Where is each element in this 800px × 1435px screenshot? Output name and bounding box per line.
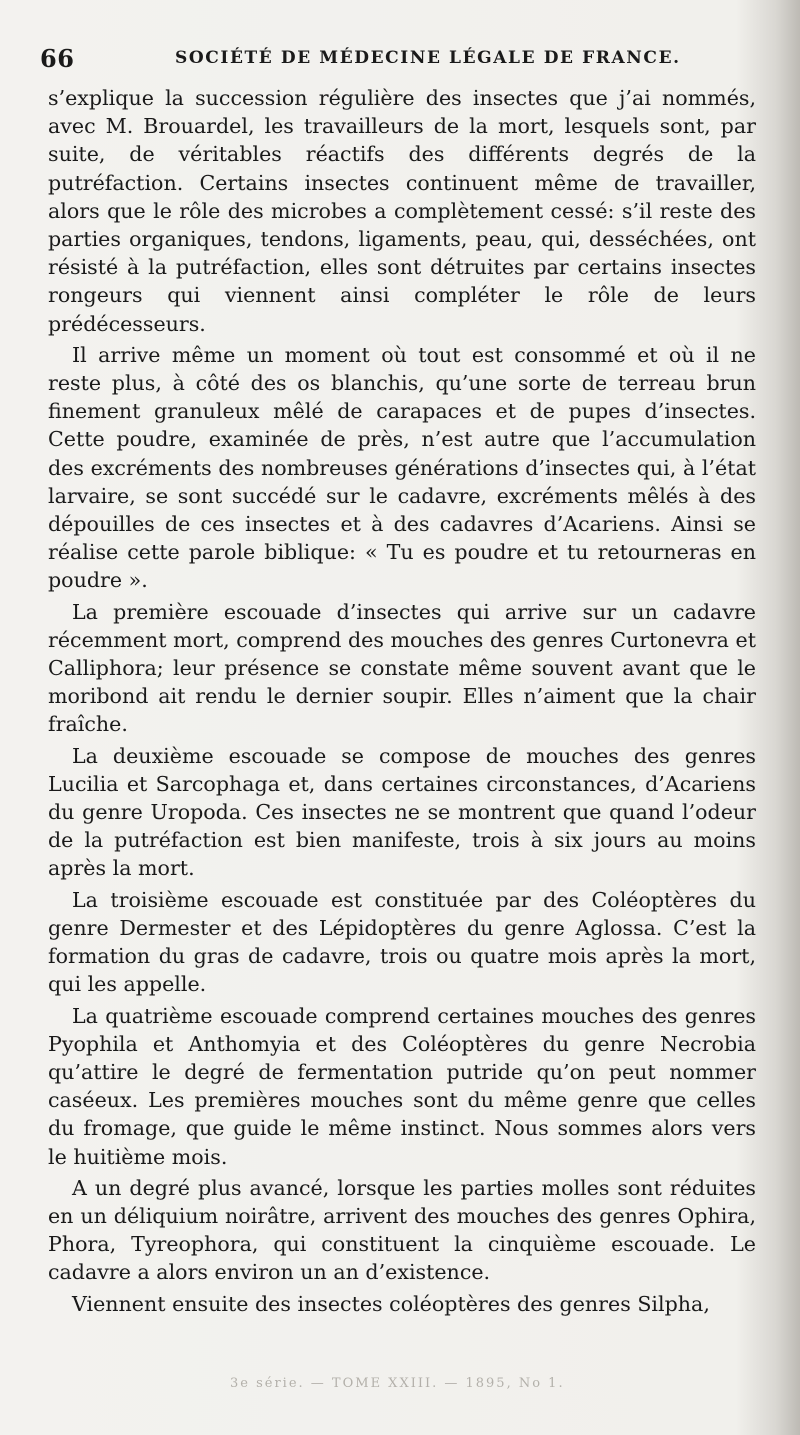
paragraph: La quatrième escouade comprend certaines mouches des genres Pyophila et Anthomyia et des Coléoptères du genre Necrobia qu’attire le degré de fermentation putride qu’on peut nommer caséeux. Les premières mouches sont du même genre que celles du fromage, que guide le même instinct. Nous sommes alors vers le huitième mois. [48, 1003, 756, 1169]
paragraph: La première escouade d’insectes qui arrive sur un cadavre récemment mort, comprend des mouches des genres Curtonevra et Calliphora; leur présence se constate même souvent avant que le moribond ait rendu le dernier soupir. Elles n’aiment que la chair fraîche. [48, 599, 756, 737]
running-head: SOCIÉTÉ DE MÉDECINE LÉGALE DE FRANCE. [175, 48, 681, 68]
paragraph: Viennent ensuite des insectes coléoptères des genres Silpha, [72, 1291, 710, 1316]
page-number: 66 [40, 44, 75, 73]
paragraph: A un degré plus avancé, lorsque les parties molles sont réduites en un déliquium noirâtre, arrivent des mouches des genres Ophira, Phora, Tyreophora, qui constituent la cinquième escouade. Le cadavre a alors environ un an d’existence. [48, 1175, 756, 1285]
paragraph: La deuxième escouade se compose de mouches des genres Lucilia et Sarcophaga et, dans certaines circonstances, d’Acariens du genre Uropoda. Ces insectes ne se montrent que quand l’odeur de la putréfaction est bien manifeste, trois à six jours au moins après la mort. [48, 743, 756, 881]
paragraph: La troisième escouade est constituée par des Coléoptères du genre Dermester et des Lépidoptères du genre Aglossa. C’est la formation du gras de cadavre, trois ou quatre mois après la mort, qui les appelle. [48, 887, 756, 997]
paragraph: Il arrive même un moment où tout est consommé et où il ne reste plus, à côté des os blanchis, qu’une sorte de terreau brun finement granuleux mêlé de carapaces et de pupes d’insectes. Cette poudre, examinée de près, n’est autre que l’accumulation des excréments des nombreuses générations d’insectes qui, à l’état larvaire, se sont succédé sur le cadavre, excréments mêlés à des dépouilles de ces insectes et à des cadavres d’Acariens. Ainsi se réalise cette parole biblique: « Tu es poudre et tu retourneras en poudre ». [48, 342, 756, 593]
bleed-through-footer: 3e série. — TOME XXIII. — 1895, No 1. [230, 1376, 565, 1391]
body-text [48, 84, 756, 1318]
paragraph: s’explique la succession régulière des insectes que j’ai nommés, avec M. Brouardel, les travailleurs de la mort, lesquels sont, par suite, de véritables réactifs des différents degrés de la putréfaction. Certains insectes continuent même de travailler, alors que le rôle des microbes a complètement cessé: s’il reste des parties organiques, tendons, ligaments, peau, qui, desséchées, ont résisté à la putréfaction, elles sont détruites par certains insectes rongeurs qui viennent ainsi compléter le rôle de leurs prédécesseurs. [48, 86, 756, 336]
page-header [40, 44, 760, 78]
